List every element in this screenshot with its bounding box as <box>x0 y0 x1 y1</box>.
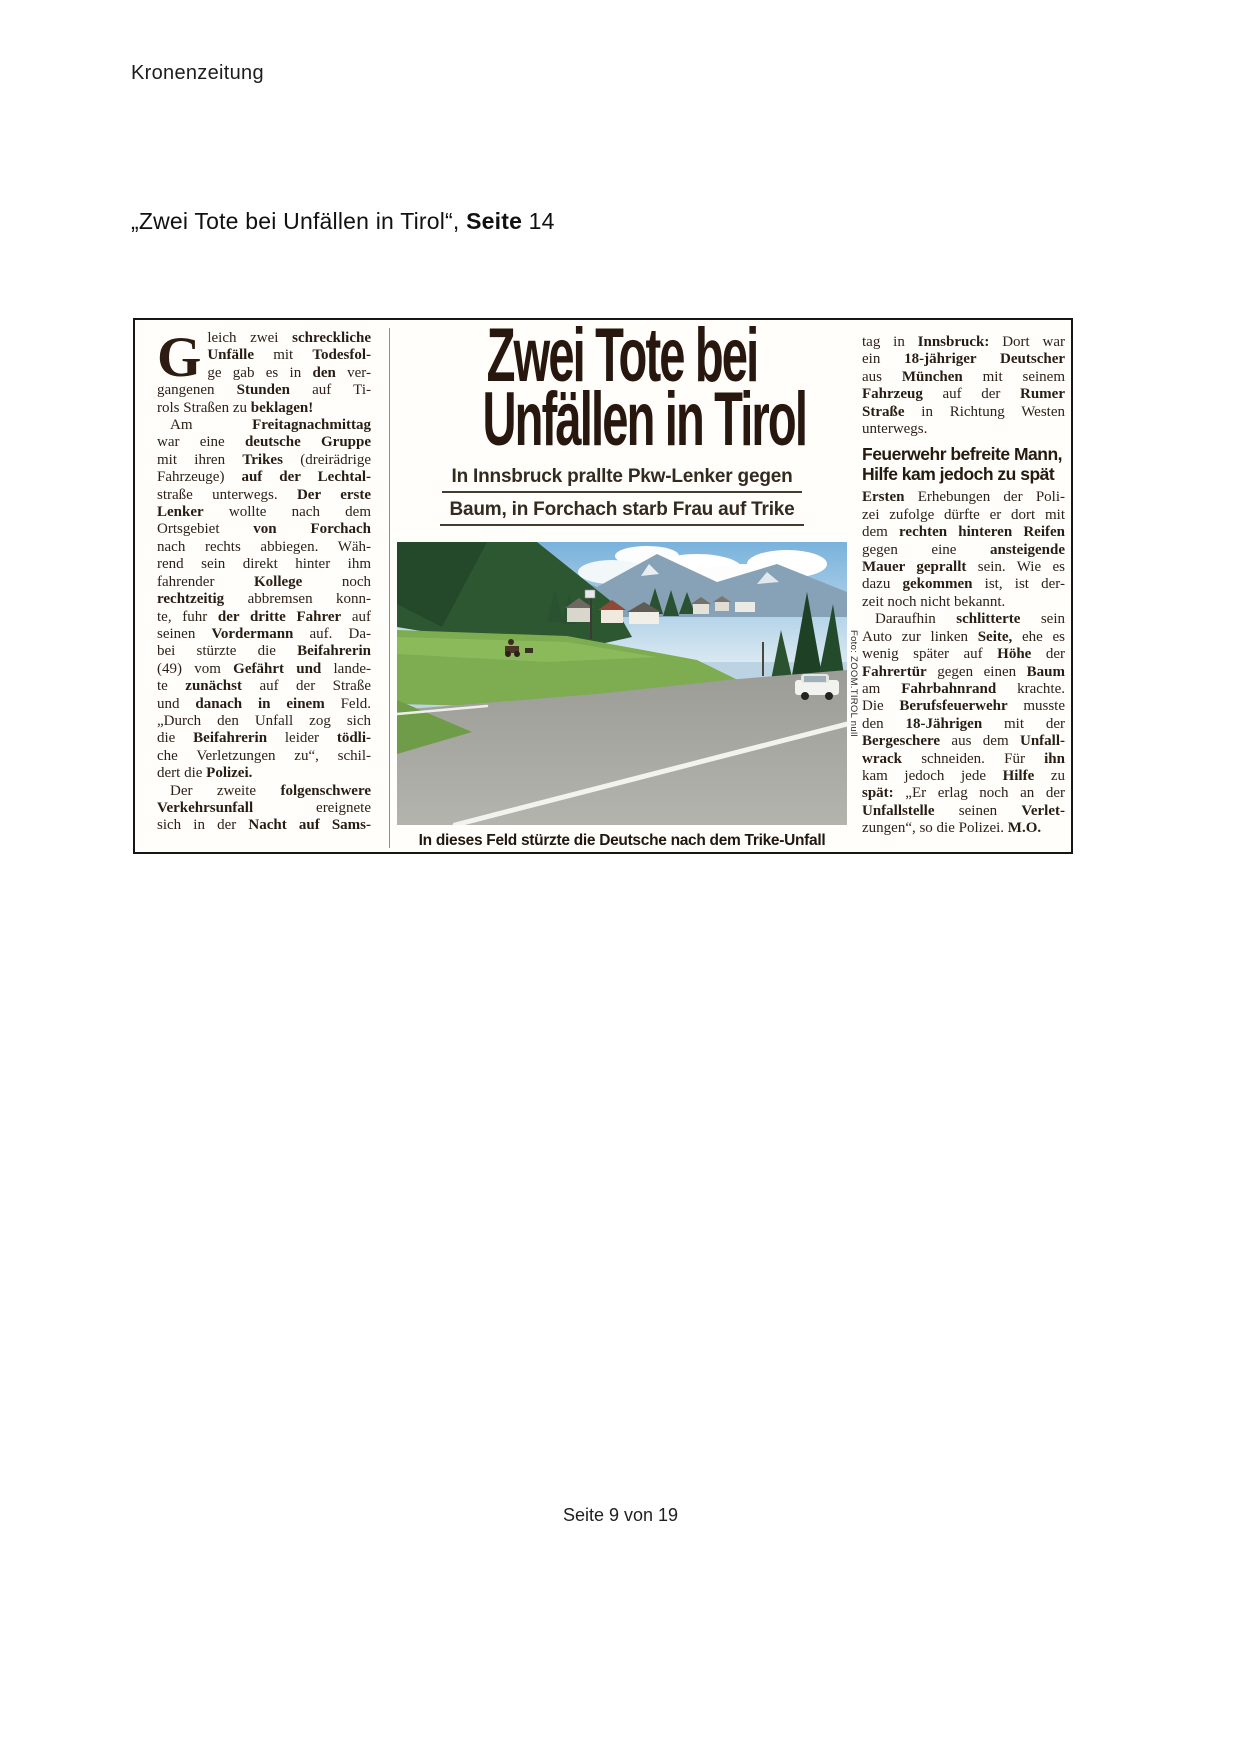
text-line: che Verletzungen zu“, schil- <box>157 747 371 764</box>
right-subhead-line-1: Feuerwehr befreite Mann, <box>862 444 1062 465</box>
article-subhead <box>397 466 847 532</box>
text-line: Fahrzeug auf der Rumer <box>862 386 1065 403</box>
column-divider <box>389 328 390 848</box>
text-line: „Durch den Unfall zog sich <box>157 712 371 729</box>
text-line: seinen Vordermann auf. Da- <box>157 625 371 642</box>
newspaper-clipping <box>133 313 1073 854</box>
text-line: Bergeschere aus dem Unfall- <box>862 733 1065 750</box>
photo-caption: In dieses Feld stürzte die Deutsche nach dem Trike-Unfall <box>418 832 826 849</box>
text-line: Ortsgebiet von Forchach <box>157 521 371 538</box>
subhead-line-1: In Innsbruck prallte Pkw-Lenker gegen <box>442 466 801 493</box>
text-line: (49) vom Gefährt und lande- <box>157 660 371 677</box>
text-line: ein 18-jähriger Deutscher <box>862 351 1066 368</box>
text-line: dazu gekommen ist, ist der- <box>862 576 1065 593</box>
text-line: spät: „Er erlag noch an der <box>862 785 1065 802</box>
article-headline <box>397 313 847 462</box>
text-line: te zunächst auf der Straße <box>157 678 371 695</box>
text-line: am Fahrbahnrand krachte. <box>862 680 1066 697</box>
text-line: Verkehrsunfall ereignete <box>157 799 371 816</box>
text-line: sich in der Nacht auf Sams- <box>157 817 371 834</box>
clipping-left-column <box>157 326 372 835</box>
text-line: mit ihren Trikes (dreirädrige <box>157 451 371 468</box>
article-reference-line: „Zwei Tote bei Unfällen in Tirol“, Seite 14 <box>131 208 555 234</box>
headline-line-1: Zwei Tote bei <box>486 313 758 398</box>
right-column-subhead <box>862 444 1065 484</box>
text-line: wenig später auf Höhe der <box>862 646 1065 663</box>
text-line: Der zweite folgenschwere <box>170 782 371 799</box>
text-line: Unfälle mit Todesfol- <box>207 347 371 364</box>
subhead-line-2: Baum, in Forchach starb Frau auf Trike <box>440 499 803 526</box>
text-line: kam jedoch jede Hilfe zu <box>862 767 1065 784</box>
right-subhead-line-2: Hilfe kam jedoch zu spät <box>862 464 1055 485</box>
text-line: den 18-Jährigen mit der <box>862 715 1065 732</box>
text-line: dem rechten hinteren Reifen <box>862 524 1066 541</box>
text-line: Unfallstelle seinen Verlet- <box>862 802 1065 819</box>
text-line: leich zwei schreckliche <box>207 330 371 346</box>
page-number-footer: Seite 9 von 19 <box>562 1505 679 1525</box>
photo-van <box>735 602 755 612</box>
text-line: gegen eine ansteigende <box>862 541 1065 558</box>
text-line: fahrender Kollege noch <box>157 573 371 590</box>
text-line: Straße in Richtung Westen <box>862 403 1065 420</box>
text-line: gangenen Stunden auf Ti- <box>157 382 371 399</box>
text-line: Am Freitagnachmittag <box>170 417 371 434</box>
right-column-text-bottom <box>862 489 1065 837</box>
text-line: tag in Innsbruck: Dort war <box>862 334 1065 350</box>
clipping-middle-column <box>397 313 859 856</box>
article-photo-image <box>397 542 847 825</box>
text-line: rend sein direkt hinter ihm <box>157 556 371 573</box>
text-line: zeit noch nicht bekannt. <box>862 593 1006 610</box>
text-line: und danach in einem Feld. <box>157 695 371 712</box>
text-line: nach rechts abbiegen. Wäh- <box>157 538 371 555</box>
text-line: Fahrzeuge) auf der Lechtal- <box>157 469 372 486</box>
masthead-source-name: Kronenzeitung <box>131 62 264 84</box>
text-line: ge gab es in den ver- <box>207 364 371 381</box>
right-column-text-top <box>862 334 1065 438</box>
text-line: zei zufolge dürfte er dort mit <box>862 506 1065 523</box>
text-line: dert die Polizei. <box>157 765 253 782</box>
text-line: Auto zur linken Seite, ehe es <box>862 628 1065 645</box>
clipping-right-column <box>862 334 1065 838</box>
text-line: die Beifahrerin leider tödli- <box>157 730 371 747</box>
headline-line-2: Unfällen in Tirol <box>482 377 807 462</box>
text-line: rechtzeitig abbremsen konn- <box>157 591 371 608</box>
text-line: Lenker wollte nach dem <box>157 504 371 521</box>
article-photo <box>397 542 847 825</box>
text-line: Ersten Erhebungen der Poli- <box>862 489 1065 506</box>
text-line: aus München mit seinem <box>862 368 1065 385</box>
text-line: zungen“, so die Polizei. M.O. <box>862 820 1042 837</box>
text-line: Daraufhin schlitterte sein <box>875 611 1065 628</box>
text-line: rols Straßen zu beklagen! <box>157 399 314 416</box>
text-line: straße unterwegs. Der erste <box>157 486 372 503</box>
drop-cap: G <box>157 326 202 389</box>
text-line: wrack schneiden. Für ihn <box>862 750 1065 767</box>
text-line: Die Berufsfeuerwehr musste <box>862 698 1065 715</box>
text-line: war eine deutsche Gruppe <box>157 434 372 451</box>
text-line: unterwegs. <box>862 421 928 438</box>
photo-credit: Foto: ZOOM.TIROL null <box>848 630 859 737</box>
left-column-text <box>157 326 372 835</box>
text-line: Fahrertür gegen einen Baum <box>862 663 1065 680</box>
text-line: bei stürzte die Beifahrerin <box>157 643 371 660</box>
text-line: Mauer geprallt sein. Wie es <box>862 559 1065 576</box>
text-line: te, fuhr der dritte Fahrer auf <box>157 608 371 625</box>
